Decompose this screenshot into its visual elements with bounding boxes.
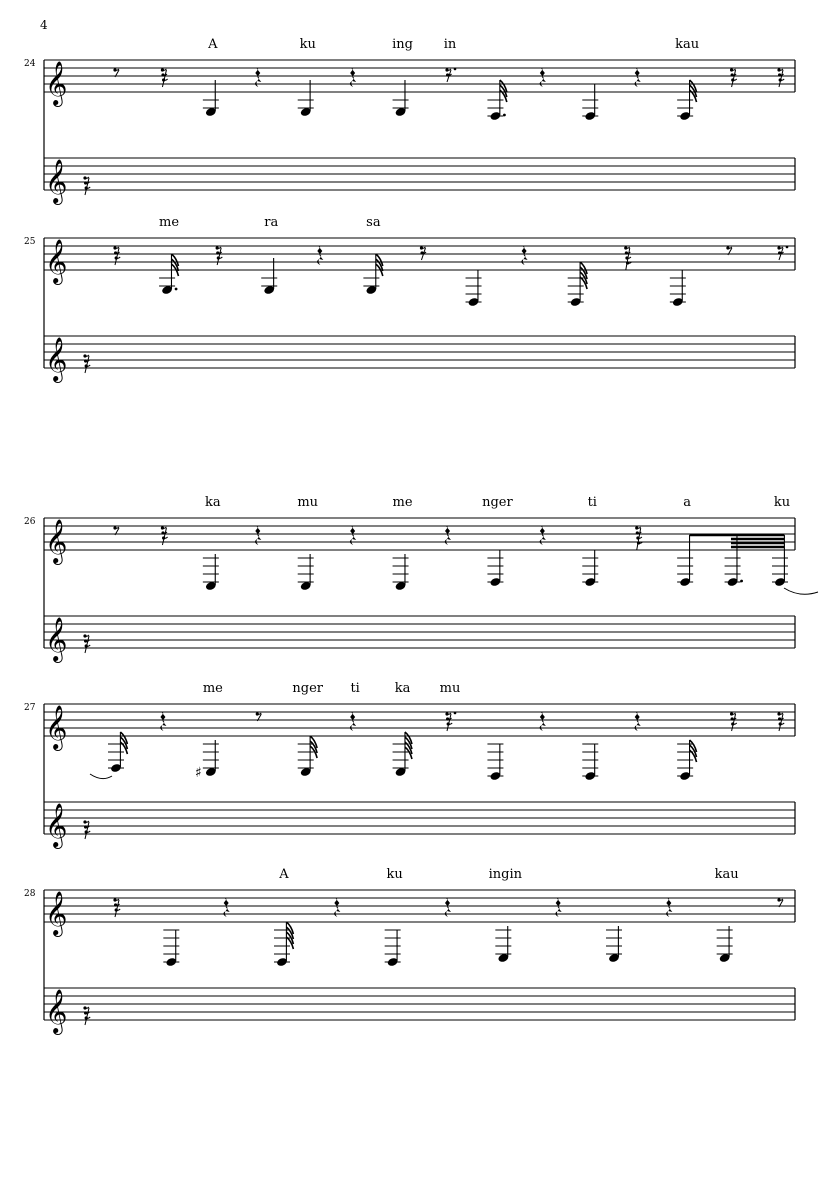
note-C3 <box>203 554 219 591</box>
note-F3 <box>677 80 696 121</box>
lyric-syllable: ra <box>264 215 279 230</box>
rest-dot <box>454 68 457 71</box>
treble-clef: 𝄞 <box>45 239 68 283</box>
lyric-syllable: in <box>443 37 457 52</box>
tie <box>90 774 112 779</box>
lyric-syllable: mu <box>297 495 319 510</box>
system-measure-24 <box>24 37 795 205</box>
64th-rest <box>635 526 642 550</box>
note-F3 <box>582 84 598 121</box>
note-dot <box>740 580 743 583</box>
note-C3 <box>606 926 622 963</box>
note-dot <box>503 114 506 117</box>
measure-number: 28 <box>24 889 36 899</box>
treble-clef: 𝄞 <box>45 617 68 661</box>
lyric-syllable: ing <box>392 37 414 52</box>
lyric-syllable: me <box>159 215 180 230</box>
32th-rest <box>83 354 90 373</box>
measure-number: 25 <box>24 237 36 247</box>
note-C3 <box>298 554 314 591</box>
lyric-syllable: nger <box>482 495 513 510</box>
note-C3 <box>298 736 317 777</box>
lyric-syllable: me <box>392 495 413 510</box>
lyric-syllable: ku <box>299 37 316 52</box>
lyric-syllable: kau <box>714 867 739 882</box>
page-number: 4 <box>40 18 48 32</box>
system-measure-25 <box>24 215 795 383</box>
note-D3 <box>466 270 482 307</box>
16th-rest <box>445 68 451 82</box>
note-G3 <box>261 258 277 295</box>
note-D3 <box>677 535 693 587</box>
note-B2 <box>385 930 401 967</box>
measure-number: 27 <box>24 703 36 713</box>
note-C3 <box>393 554 409 591</box>
score-systems <box>24 37 818 1035</box>
system-measure-26 <box>24 495 818 663</box>
treble-clef: 𝄞 <box>45 891 68 935</box>
treble-clef: 𝄞 <box>45 337 68 381</box>
measure-number: 26 <box>24 517 36 527</box>
lyric-syllable: kau <box>675 37 700 52</box>
rest-dot <box>454 712 457 715</box>
lyric-syllable: ti <box>587 495 597 510</box>
lyric-syllable: ti <box>350 681 360 696</box>
lyric-syllable: sa <box>366 215 381 230</box>
treble-clef: 𝄞 <box>45 803 68 847</box>
treble-clef: 𝄞 <box>45 61 68 105</box>
note-B2 <box>163 930 179 967</box>
note-D3 <box>568 262 587 307</box>
treble-clef: 𝄞 <box>45 989 68 1033</box>
lyric-syllable: ka <box>394 681 411 696</box>
lyric-syllable: me <box>202 681 223 696</box>
note-G3 <box>393 80 409 117</box>
note-G3 <box>363 254 382 295</box>
note-B2 <box>677 740 696 781</box>
note-G3 <box>159 254 178 295</box>
note-B2 <box>487 744 503 781</box>
lyric-syllable: ingin <box>488 867 523 882</box>
lyric-syllable: A <box>279 867 289 882</box>
sharp-accidental: ♯ <box>194 765 202 781</box>
note-B2 <box>582 744 598 781</box>
rest-dot <box>786 246 789 249</box>
note-C3 <box>393 732 412 777</box>
treble-clef: 𝄞 <box>45 519 68 563</box>
treble-clef: 𝄞 <box>45 705 68 749</box>
system-measure-27 <box>24 681 795 849</box>
32th-rest <box>83 820 90 839</box>
32th-rest <box>83 176 90 195</box>
system-measure-28 <box>24 867 795 1035</box>
note-F3 <box>487 80 506 121</box>
64th-rest <box>624 246 631 270</box>
lyric-syllable: ka <box>205 495 221 510</box>
note-G3 <box>298 80 314 117</box>
note-D3 <box>487 550 503 587</box>
note-C3 <box>717 926 733 963</box>
32th-rest <box>83 1006 90 1025</box>
note-C3 <box>495 926 511 963</box>
32th-rest <box>83 634 90 653</box>
note-D3 <box>108 732 127 773</box>
note-C#3 <box>195 740 219 781</box>
lyric-syllable: ku <box>773 495 791 510</box>
lyric-syllable: mu <box>439 681 461 696</box>
note-D3 <box>582 550 598 587</box>
treble-clef: 𝄞 <box>45 159 68 203</box>
note-G3 <box>203 80 219 117</box>
16th-rest <box>420 246 426 260</box>
16th-rest <box>777 246 783 260</box>
lyric-syllable: ku <box>386 867 403 882</box>
tie <box>784 588 818 594</box>
note-dot <box>175 288 178 291</box>
measure-number: 24 <box>24 59 36 69</box>
lyric-syllable: A <box>208 37 218 52</box>
lyric-syllable: nger <box>292 681 324 696</box>
note-B2 <box>274 922 293 967</box>
note-D3 <box>670 270 686 307</box>
lyric-syllable: a <box>683 495 692 510</box>
